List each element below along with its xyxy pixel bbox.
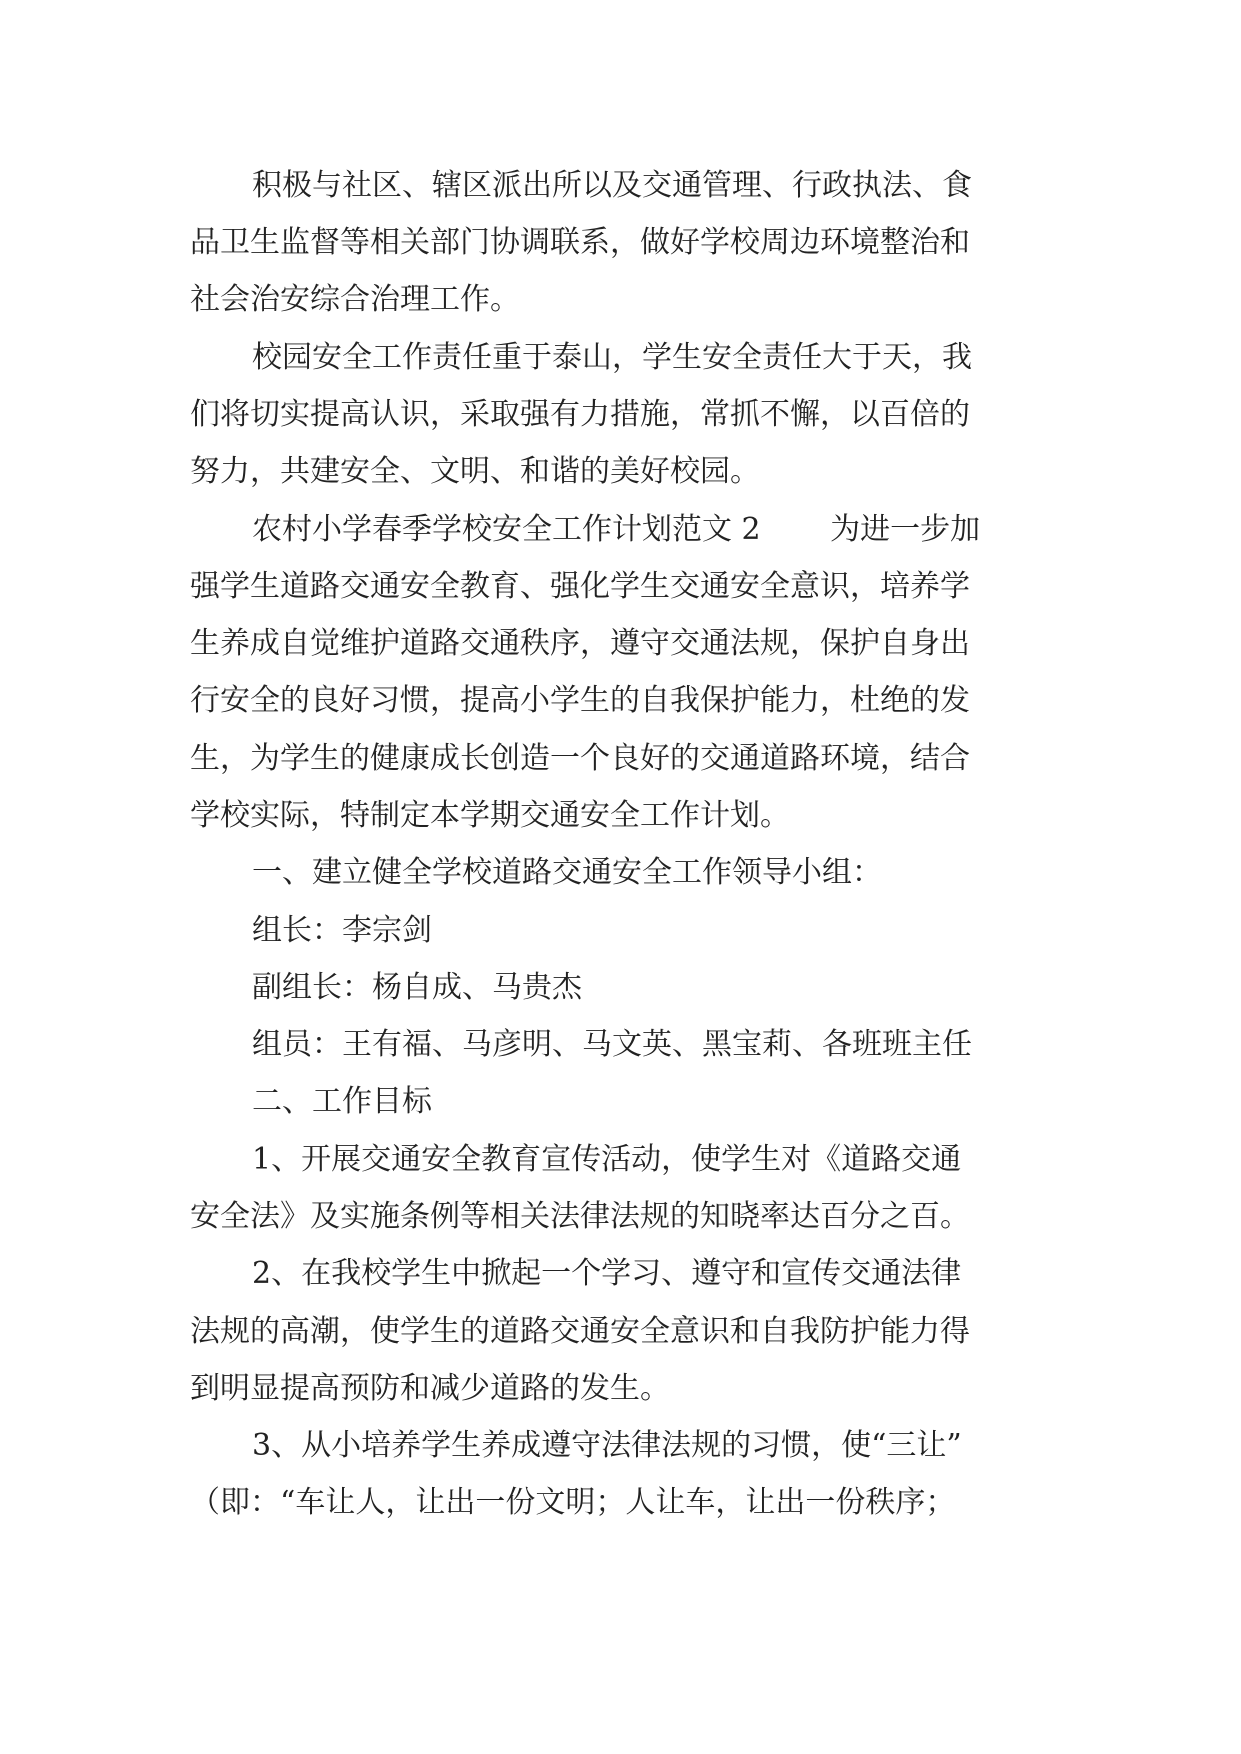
- text-line: 1、开展交通安全教育宣传活动，使学生对《道路交通: [252, 1142, 962, 1177]
- text-line: 组长：李宗剑: [252, 913, 432, 948]
- text-line: 2、在我校学生中掀起一个学习、遵守和宣传交通法律: [252, 1256, 962, 1291]
- text-line: （即：“车让人，让出一份文明；人让车，让出一份秩序；: [190, 1485, 956, 1520]
- text-line: 校园安全工作责任重于泰山，学生安全责任大于天，我: [252, 340, 972, 375]
- text-line: 副组长：杨自成、马贵杰: [252, 970, 582, 1005]
- text-line: 努力，共建安全、文明、和谐的美好校园。: [190, 454, 760, 489]
- text-line: 强学生道路交通安全教育、强化学生交通安全意识，培养学: [190, 569, 970, 604]
- text-line: 品卫生监督等相关部门协调联系，做好学校周边环境整治和: [190, 225, 970, 260]
- text-line: 到明显提高预防和减少道路的发生。: [190, 1371, 670, 1406]
- text-line: 生，为学生的健康成长创造一个良好的交通道路环境，结合: [190, 741, 970, 776]
- text-line: 们将切实提高认识，采取强有力措施，常抓不懈，以百倍的: [190, 397, 970, 432]
- text-line: 学校实际，特制定本学期交通安全工作计划。: [190, 798, 790, 833]
- text-line: 农村小学春季学校安全工作计划范文 2 为进一步加: [252, 512, 981, 547]
- text-line: 法规的高潮，使学生的道路交通安全意识和自我防护能力得: [190, 1314, 970, 1349]
- text-line: 积极与社区、辖区派出所以及交通管理、行政执法、食: [252, 168, 972, 203]
- text-line: 安全法》及实施条例等相关法律法规的知晓率达百分之百。: [190, 1199, 970, 1234]
- text-line: 一、建立健全学校道路交通安全工作领导小组：: [252, 855, 882, 890]
- text-line: 行安全的良好习惯，提高小学生的自我保护能力，杜绝的发: [190, 683, 970, 718]
- text-line: 二、工作目标: [252, 1084, 432, 1119]
- text-line: 组员：王有福、马彦明、马文英、黑宝莉、各班班主任: [252, 1027, 972, 1062]
- text-line: 社会治安综合治理工作。: [190, 282, 520, 317]
- text-line: 3、从小培养学生养成遵守法律法规的习惯，使“三让”: [252, 1428, 962, 1463]
- text-line: 生养成自觉维护道路交通秩序，遵守交通法规，保护自身出: [190, 626, 970, 661]
